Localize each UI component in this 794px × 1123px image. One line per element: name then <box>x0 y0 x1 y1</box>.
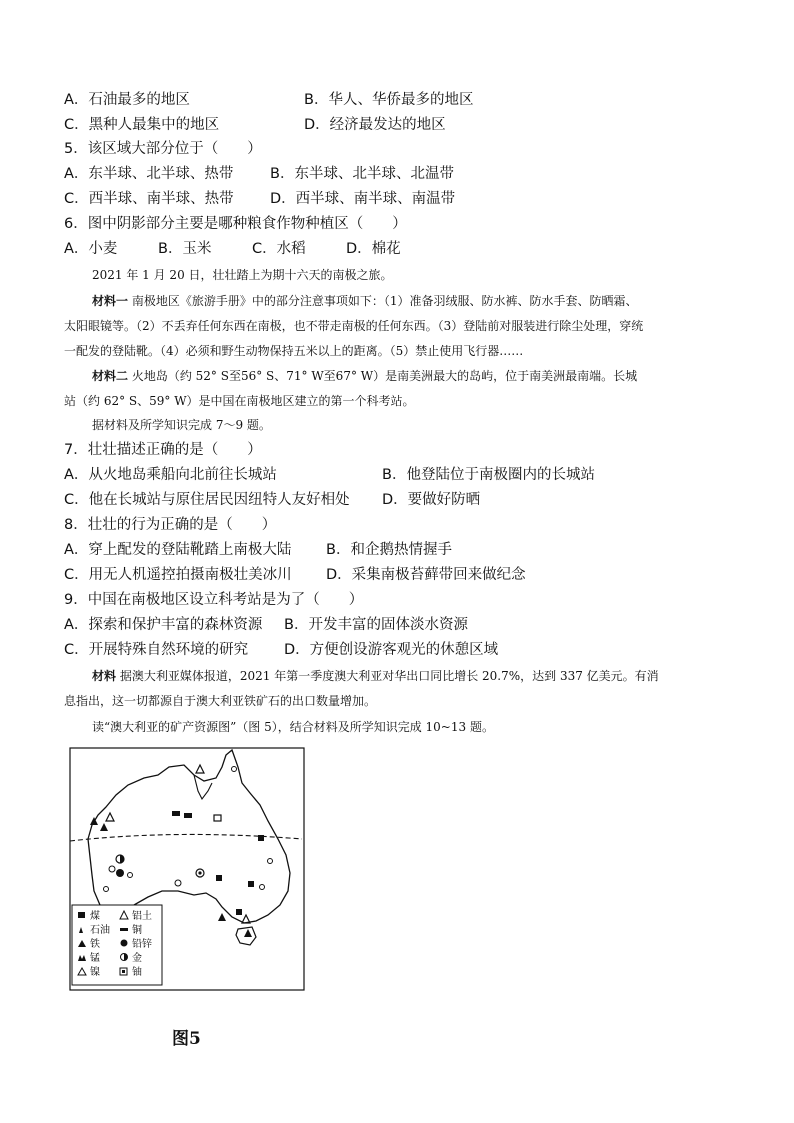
q5-option-a: A．东半球、北半球、热带 <box>64 166 234 182</box>
passage1-material1-line1 <box>92 291 637 311</box>
legend-coal-icon <box>78 912 85 918</box>
legend-item-bauxite: 铝土 <box>132 911 152 922</box>
q8-option-a: A．穿上配发的登陆靴踏上南极大陆 <box>64 542 292 558</box>
q9-stem: 9．中国在南极地区设立科考站是为了（ ） <box>64 592 364 608</box>
legend-item-iron: 铁 <box>90 939 100 950</box>
q6-option-b: B．玉米 <box>158 241 212 257</box>
passage2-line1 <box>92 666 659 686</box>
legend-item-gold: 金 <box>132 953 142 964</box>
figure-caption: 图5 <box>172 1029 201 1049</box>
q5-option-b: B．东半球、北半球、北温带 <box>270 166 454 182</box>
q9-option-a: A．探索和保护丰富的森林资源 <box>64 617 263 633</box>
q9-option-d: D．方便创设游客观光的休憩区域 <box>284 642 499 658</box>
material1-text-1: 南极地区《旅游手册》中的部分注意事项如下：（1）准备羽绒服、防水裤、防水手套、防晒霜、 <box>131 294 638 308</box>
passage1-instruction: 据材料及所学知识完成 7～9 题。 <box>92 418 271 432</box>
q6-stem: 6．图中阴影部分主要是哪种粮食作物种植区（ ） <box>64 216 407 232</box>
passage1-material2-line1 <box>92 366 637 386</box>
legend-item-oil: 石油 <box>90 925 110 936</box>
q9-option-b: B．开发丰富的固体淡水资源 <box>284 617 468 633</box>
legend-item-nickel: 镍 <box>90 967 100 978</box>
material1-label: 材料一 <box>92 294 129 308</box>
legend-item-uranium: 铀 <box>132 967 142 978</box>
q5-option-c: C．西半球、南半球、热带 <box>64 191 234 207</box>
passage2-text-1: 据澳大利亚媒体报道，2021 年第一季度澳大利亚对华出口同比增长 20.7%，达到 337 亿美元。有消 <box>119 669 659 683</box>
passage1-intro: 2021 年 1 月 20 日，壮壮踏上为期十六天的南极之旅。 <box>92 268 393 282</box>
q7-stem: 7．壮壮描述正确的是（ ） <box>64 442 262 458</box>
q4-option-a: A．石油最多的地区 <box>64 92 190 108</box>
legend-item-leadzinc: 铅锌 <box>132 939 152 950</box>
australia-mineral-map <box>66 745 308 1020</box>
passage1-material2-line2: 站（约 62° S、59° W）是中国在南极地区建立的第一个科考站。 <box>64 394 415 408</box>
q8-stem: 8．壮壮的行为正确的是（ ） <box>64 517 277 533</box>
q7-option-a: A．从火地岛乘船向北前往长城站 <box>64 467 277 483</box>
q5-option-d: D．西半球、南半球、南温带 <box>270 191 456 207</box>
material2-text-1: 火地岛（约 52° S至56° S、71° W至67° W）是南美洲最大的岛屿，位于南美洲最南端。长城 <box>131 369 638 383</box>
legend-item-coal: 煤 <box>90 911 100 922</box>
passage2-label: 材料 <box>92 669 117 683</box>
q6-option-d: D．棉花 <box>346 241 401 257</box>
q8-option-d: D．采集南极苔藓带回来做纪念 <box>326 567 526 583</box>
legend-leadzinc-icon <box>121 940 128 947</box>
legend-copper-icon <box>120 928 128 931</box>
q7-option-d: D．要做好防晒 <box>382 492 481 508</box>
q5-stem: 5．该区域大部分位于（ ） <box>64 141 262 157</box>
passage2-instruction: 读“澳大利亚的矿产资源图”（图 5），结合材料及所学知识完成 10~13 题。 <box>92 720 494 734</box>
q4-option-d: D．经济最发达的地区 <box>304 117 446 133</box>
q8-option-b: B．和企鹅热情握手 <box>326 542 452 558</box>
q6-option-a: A．小麦 <box>64 241 118 257</box>
q7-option-b: B．他登陆位于南极圈内的长城站 <box>382 467 595 483</box>
legend-item-copper: 铜 <box>132 925 142 936</box>
q4-option-c: C．黑种人最集中的地区 <box>64 117 220 133</box>
material2-label: 材料二 <box>92 369 129 383</box>
passage1-material1-line2: 太阳眼镜等。（2）不丢弃任何东西在南极，也不带走南极的任何东西。（3）登陆前对服装进行除尘处理，穿统 <box>64 319 644 333</box>
q8-option-c: C．用无人机遥控拍摄南极壮美冰川 <box>64 567 292 583</box>
q4-option-b: B．华人、华侨最多的地区 <box>304 92 474 108</box>
q7-option-c: C．他在长城站与原住居民因纽特人友好相处 <box>64 492 350 508</box>
legend-item-manganese: 锰 <box>90 953 100 964</box>
q9-option-c: C．开展特殊自然环境的研究 <box>64 642 249 658</box>
q6-option-c: C．水稻 <box>252 241 306 257</box>
passage2-line2: 息指出，这一切都源自于澳大利亚铁矿石的出口数量增加。 <box>64 694 377 708</box>
passage1-material1-line3: 一配发的登陆靴。（4）必须和野生动物保持五米以上的距离。（5）禁止使用飞行器…… <box>64 344 524 358</box>
